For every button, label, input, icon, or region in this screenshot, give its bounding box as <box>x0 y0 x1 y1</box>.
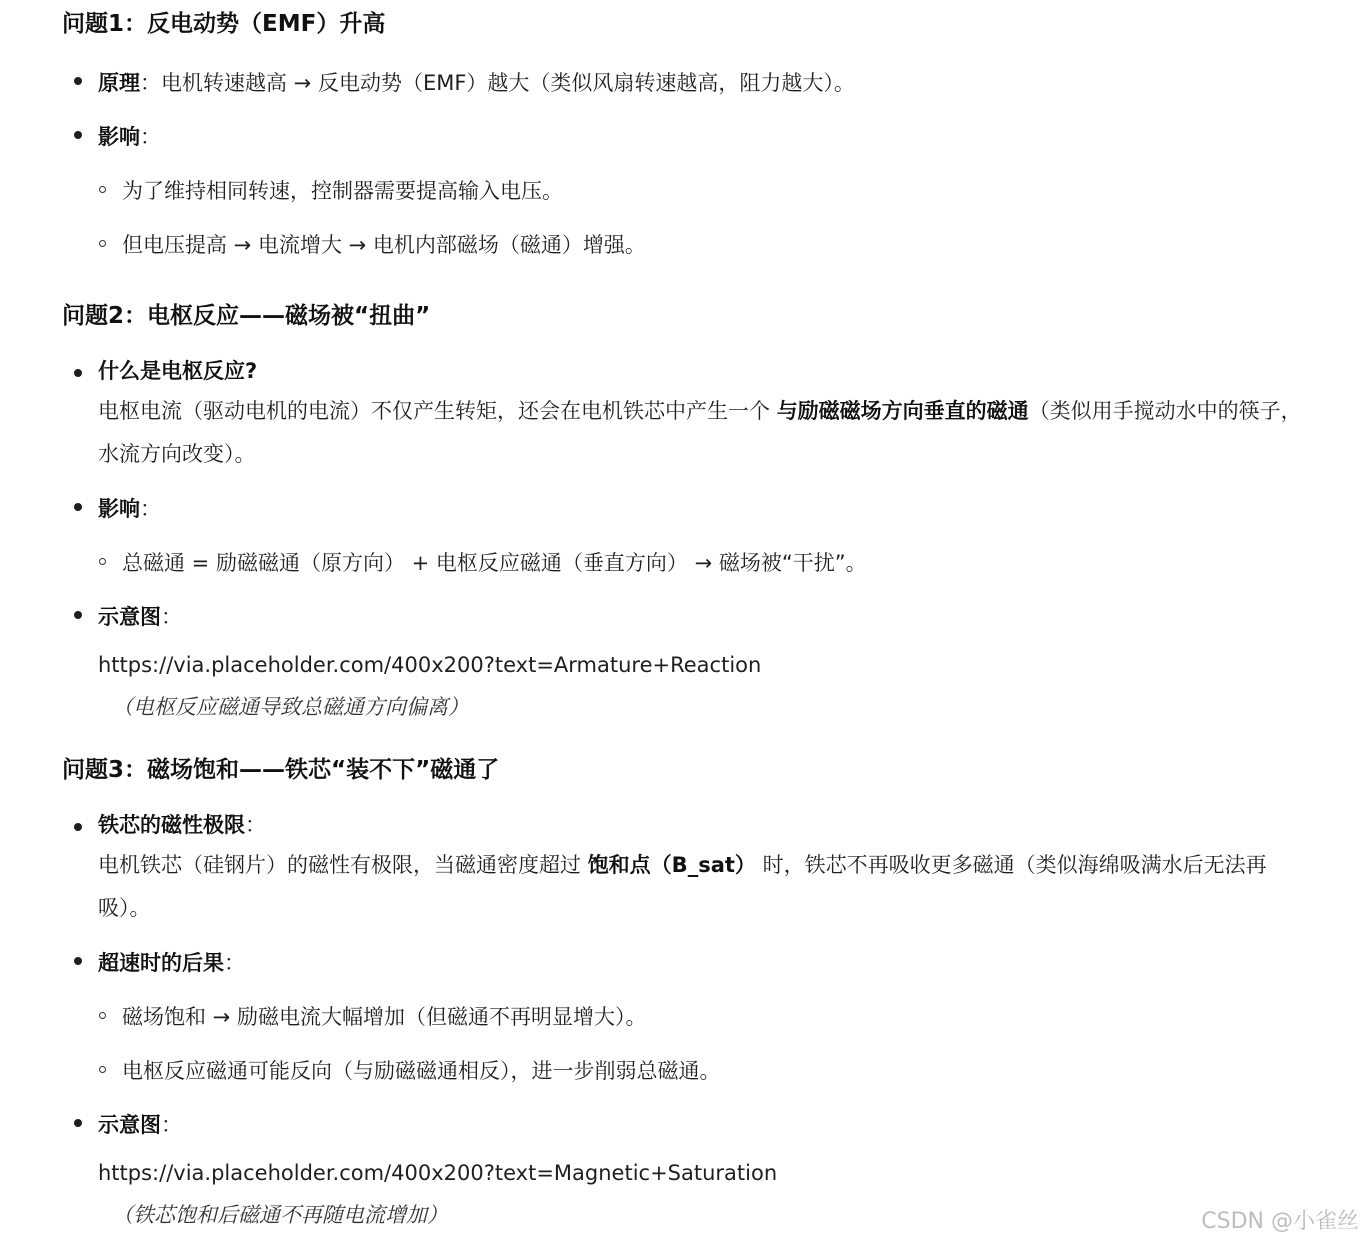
section-1-list <box>62 56 1302 272</box>
impact-subitem <box>98 536 1302 590</box>
impact-subitem-text: 但电压提高 → 电流增大 → 电机内部磁场（磁通）增强。 <box>122 233 646 257</box>
limit-label: 铁芯的磁性极限 <box>98 813 245 837</box>
impact-subitem <box>98 164 1302 218</box>
limit-text-part: 时，铁芯不再吸收更多磁通（类似海绵吸满水后无法再吸）。 <box>98 853 1267 920</box>
definition-item <box>62 348 1302 476</box>
impact-subitem-text: 为了维持相同转速，控制器需要提高输入电压。 <box>122 179 563 203</box>
result-subitem-text: 电枢反应磁通可能反向（与励磁磁通相反），进一步削弱总磁通。 <box>122 1059 721 1083</box>
result-item <box>62 936 1302 1098</box>
colon: ： <box>161 605 182 629</box>
diagram-caption: （铁芯饱和后磁通不再随电流增加） <box>112 1203 448 1227</box>
principle-text: ：电机转速越高 → 反电动势（EMF）越大（类似风扇转速越高，阻力越大）。 <box>140 71 855 95</box>
colon: ： <box>224 951 245 975</box>
circle-bullet-icon <box>99 186 106 193</box>
section-2-heading: 问题2：电枢反应——磁场被“扭曲” <box>62 303 431 329</box>
principle-item <box>62 56 1302 110</box>
impact-label: 影响 <box>98 125 140 149</box>
bullet-icon <box>74 823 82 831</box>
circle-bullet-icon <box>99 1066 106 1073</box>
impact-label: 影响 <box>98 497 140 521</box>
diagram-link[interactable]: https://via.placeholder.com/400x200?text=Magnetic+Saturation <box>98 1161 778 1185</box>
definition-text-part: （类似用手搅动水中的筷子，水流方向改变）。 <box>98 399 1302 466</box>
diagram-item <box>62 1098 1302 1236</box>
document-body <box>62 0 1302 1236</box>
limit-text-part: 电机铁芯（硅钢片）的磁性有极限，当磁通密度超过 <box>98 853 588 877</box>
limit-item <box>62 802 1302 930</box>
impact-item <box>62 482 1302 590</box>
result-sublist <box>98 990 1302 1098</box>
section-1-heading: 问题1：反电动势（EMF）升高 <box>62 11 386 37</box>
bullet-icon <box>74 77 82 85</box>
diagram-label: 示意图 <box>98 1113 161 1137</box>
diagram-caption: （电枢反应磁通导致总磁通方向偏离） <box>112 695 469 719</box>
bullet-icon <box>74 131 82 139</box>
result-subitem-text: 磁场饱和 → 励磁电流大幅增加（但磁通不再明显增大）。 <box>122 1005 647 1029</box>
definition-text <box>98 390 1302 476</box>
bullet-icon <box>74 611 82 619</box>
colon: ： <box>245 813 266 837</box>
diagram-label: 示意图 <box>98 605 161 629</box>
limit-text <box>98 844 1302 930</box>
colon: ： <box>140 497 161 521</box>
colon: ： <box>161 1113 182 1137</box>
watermark: CSDN @小雀丝 <box>1201 1209 1359 1234</box>
circle-bullet-icon <box>99 240 106 247</box>
section-3-heading: 问题3：磁场饱和——铁芯“装不下”磁通了 <box>62 757 500 783</box>
principle-label: 原理 <box>98 71 140 95</box>
impact-subitem <box>98 218 1302 272</box>
circle-bullet-icon <box>99 558 106 565</box>
result-subitem <box>98 990 1302 1044</box>
definition-label: 什么是电枢反应? <box>98 359 258 383</box>
bullet-icon <box>74 957 82 965</box>
diagram-item <box>62 590 1302 728</box>
impact-sublist <box>98 536 1302 590</box>
section-2-list <box>62 348 1302 728</box>
result-subitem <box>98 1044 1302 1098</box>
bullet-icon <box>74 369 82 377</box>
impact-sublist <box>98 164 1302 272</box>
diagram-link[interactable]: https://via.placeholder.com/400x200?text=Armature+Reaction <box>98 653 762 677</box>
definition-text-bold: 与励磁磁场方向垂直的磁通 <box>776 399 1029 423</box>
definition-text-part: 电枢电流（驱动电机的电流）不仅产生转矩，还会在电机铁芯中产生一个 <box>98 399 777 423</box>
colon: ： <box>140 125 161 149</box>
result-label: 超速时的后果 <box>98 951 224 975</box>
section-3-list <box>62 802 1302 1236</box>
bullet-icon <box>74 503 82 511</box>
impact-item <box>62 110 1302 272</box>
impact-subitem-text: 总磁通 = 励磁磁通（原方向） + 电枢反应磁通（垂直方向） → 磁场被“干扰”。 <box>122 551 867 575</box>
bullet-icon <box>74 1119 82 1127</box>
limit-text-bold: 饱和点（B_sat） <box>587 853 756 877</box>
circle-bullet-icon <box>99 1012 106 1019</box>
